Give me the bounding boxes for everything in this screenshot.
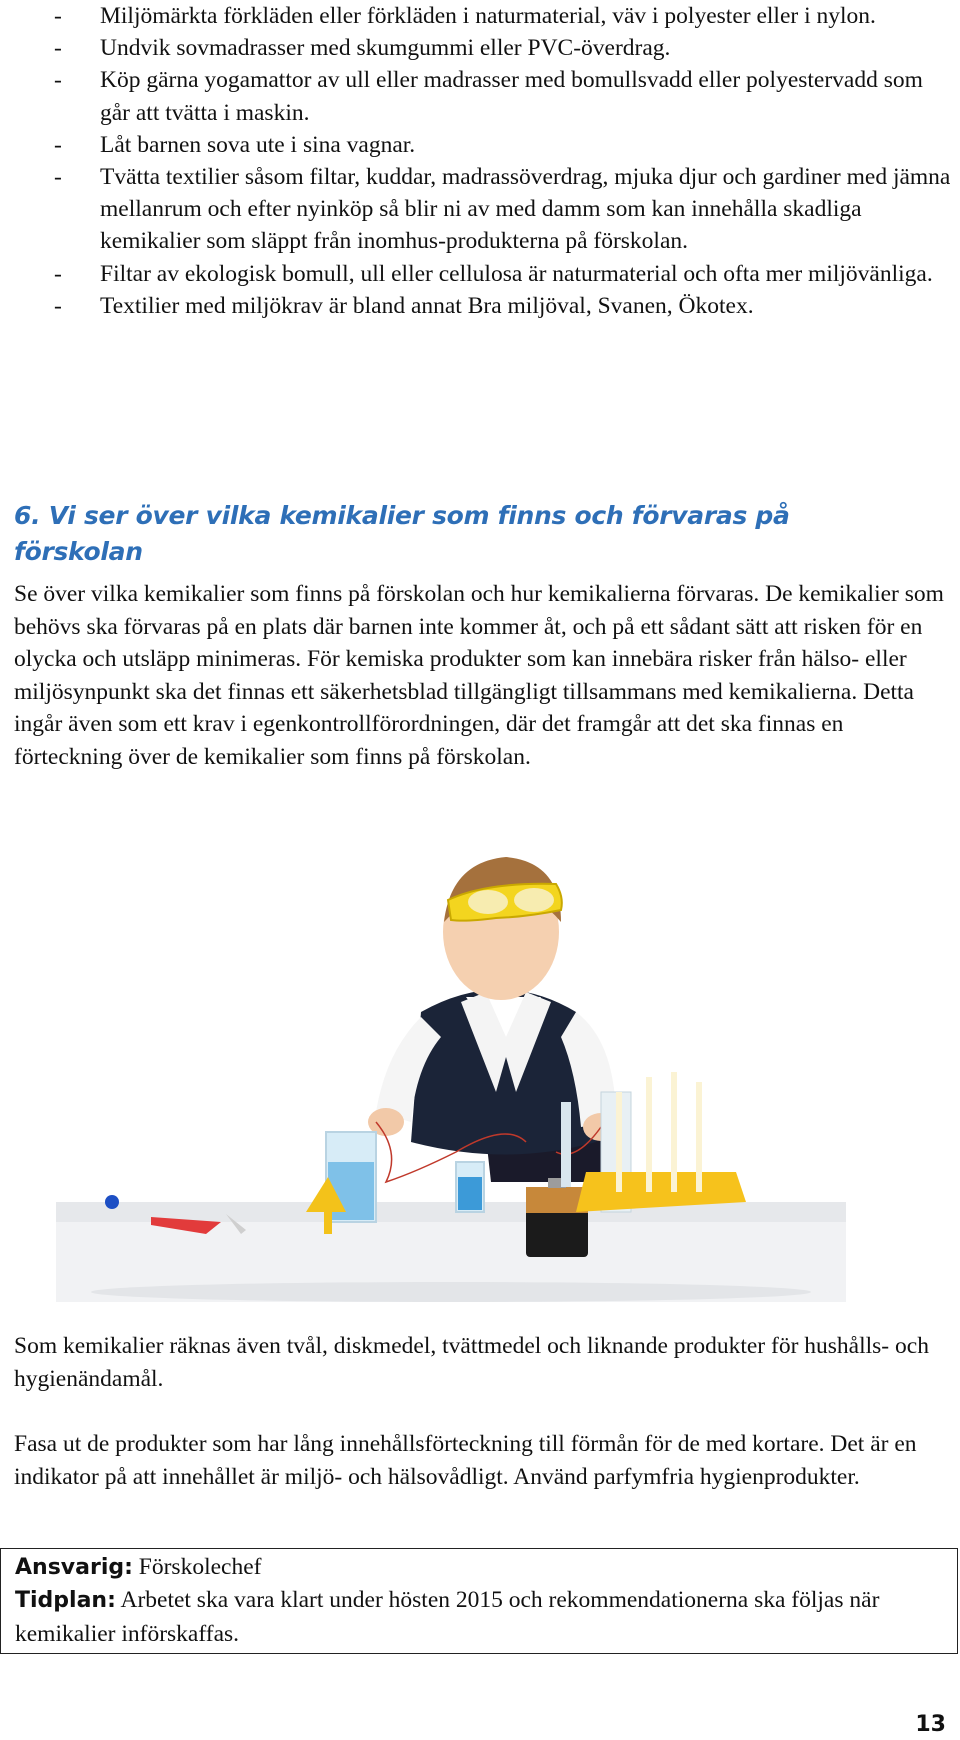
section-heading: 6. Vi ser över vilka kemikalier som finns och förvaras på förskolan — [14, 501, 790, 566]
timeline-line — [15, 1584, 955, 1650]
list-item: - Tvätta textilier såsom filtar, kuddar, madrassöverdrag, mjuka djur och gardiner med jämna mellanrum och efter nyinköp så blir ni av med damm som kan innehålla skadliga kemikalier som släppt från inomhus-produkterna på förskolan. — [54, 164, 951, 255]
list-item: - Köp gärna yogamattor av ull eller madrasser med bomullsvadd eller polyestervadd som går att tvätta i maskin. — [54, 67, 923, 126]
paragraph-2: Som kemikalier räknas även tvål, diskmedel, tvättmedel och liknande produkter för hushålls- och hygienändamål. — [14, 1333, 929, 1392]
responsible-value: Förskolechef — [132, 1554, 262, 1580]
list-item: - Textilier med miljökrav är bland annat Bra miljöval, Svanen, Ökotex. — [54, 292, 754, 319]
timeline-label: Tidplan: — [15, 1588, 116, 1613]
section-intro: Se över vilka kemikalier som finns på förskolan och hur kemikalierna förvaras. De kemikalier som behövs ska förvaras på en plats där barnen inte kommer åt, och på ett sådant sätt att risken för en olycka och utsläpp minimeras. För kemiska produkter som kan innebära risker från hälso- eller miljösynpunkt ska det finnas ett säkerhetsblad tillgängligt tillsammans med kemikalierna. Detta ingår även som ett krav i egenkontrollförordningen, där det framgår att det ska finnas en förteckning över de kemikalier som finns på förskolan. — [14, 581, 944, 770]
list-item: - Filtar av ekologisk bomull, ull eller cellulosa är naturmaterial och ofta mer miljövänliga. — [54, 260, 933, 287]
responsible-line — [15, 1551, 955, 1585]
list-item: - Låt barnen sova ute i sina vagnar. — [54, 131, 416, 158]
list-item: - Miljömärkta förkläden eller förkläden i naturmaterial, väv i polyester eller i nylon. — [54, 3, 876, 29]
paragraph-3: Fasa ut de produkter som har lång innehållsförteckning till förmån för de med kortare. Det är en indikator på att innehållet är miljö- och hälsovådligt. Använd parfymfria hygienprodukter. — [14, 1431, 917, 1490]
list-item: - Undvik sovmadrasser med skumgummi eller PVC-överdrag. — [54, 35, 671, 62]
bullet-list — [54, 0, 954, 322]
responsibility-box — [0, 1548, 958, 1654]
timeline-value: Arbetet ska vara klart under hösten 2015 och rekommendationerna ska följas när kemikalier införskaffas. — [15, 1587, 880, 1647]
responsible-label: Ansvarig: — [15, 1555, 133, 1580]
page-number: 13 — [915, 1712, 946, 1737]
child-chemistry-photo — [56, 822, 846, 1302]
